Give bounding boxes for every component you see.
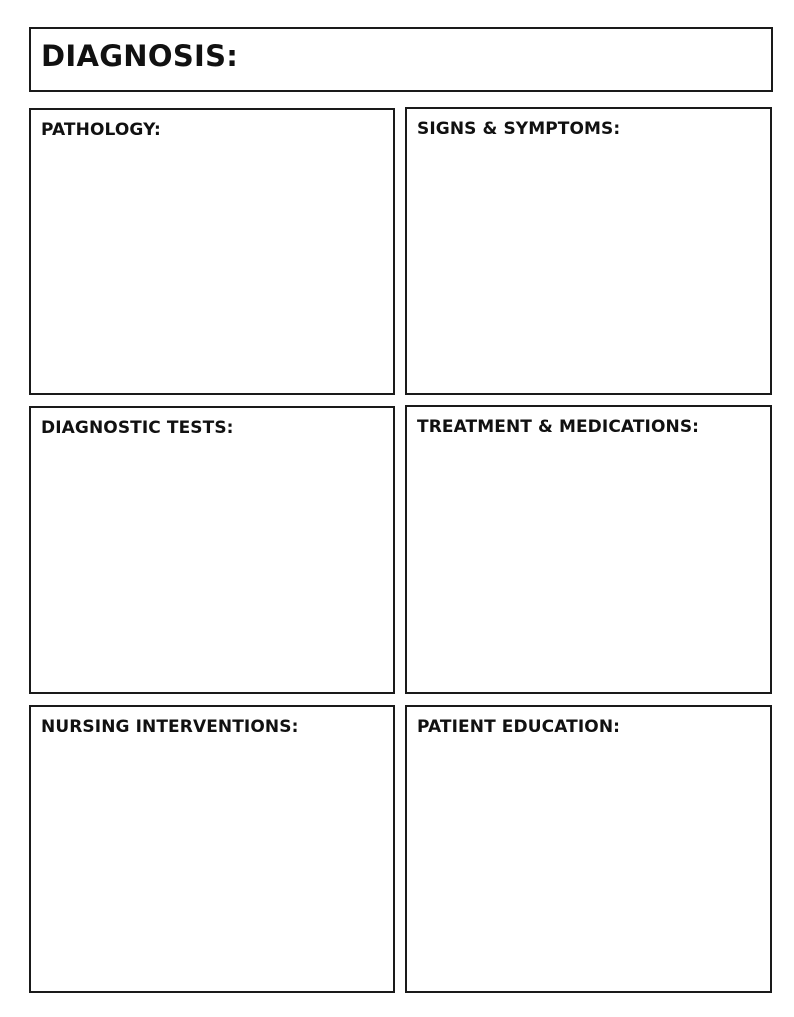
diagnosis-label: DIAGNOSIS:	[41, 39, 239, 73]
treatment-medications-label: TREATMENT & MEDICATIONS:	[417, 417, 700, 437]
signs-symptoms-section	[405, 107, 772, 395]
diagnostic-tests-section	[29, 406, 395, 694]
pathology-label: PATHOLOGY:	[41, 120, 161, 140]
nursing-interventions-label: NURSING INTERVENTIONS:	[41, 717, 299, 737]
nursing-interventions-write-area[interactable]	[39, 749, 385, 983]
diagnostic-tests-write-area[interactable]	[39, 450, 385, 684]
pathology-write-area[interactable]	[39, 152, 385, 385]
signs-symptoms-write-area[interactable]	[415, 151, 762, 385]
pathology-section	[29, 108, 395, 395]
treatment-medications-write-area[interactable]	[415, 449, 762, 684]
diagnosis-field[interactable]	[29, 27, 773, 92]
signs-symptoms-label: SIGNS & SYMPTOMS:	[417, 119, 621, 139]
treatment-medications-section	[405, 405, 772, 694]
patient-education-label: PATIENT EDUCATION:	[417, 717, 621, 737]
nursing-interventions-section	[29, 705, 395, 993]
patient-education-write-area[interactable]	[415, 749, 762, 983]
diagnostic-tests-label: DIAGNOSTIC TESTS:	[41, 418, 234, 438]
patient-education-section	[405, 705, 772, 993]
